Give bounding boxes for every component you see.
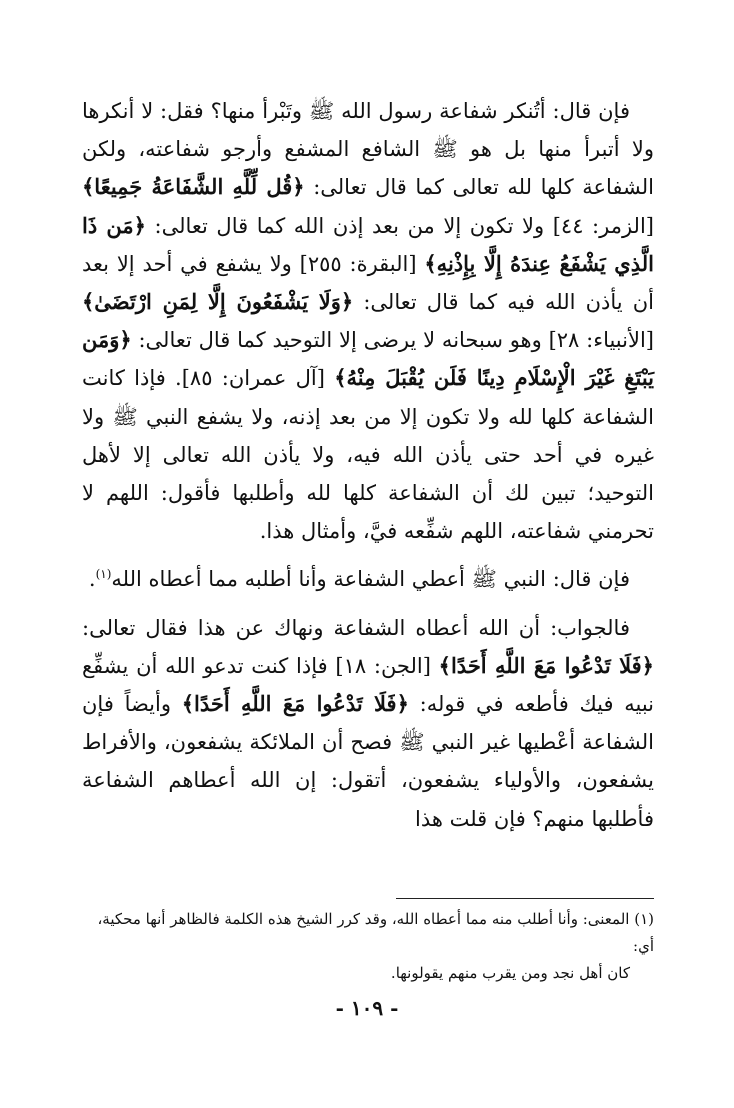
text-run: [الزمر: ٤٤] ولا تكون إلا من بعد إذن الله كما قال تعالى:: [145, 213, 654, 238]
text-run: فالجواب: أن الله أعطاه الشفاعة ونهاك عن هذا فقال تعالى:: [82, 615, 630, 640]
footnote-line-1: (١) المعنى: وأنا أطلب منه مما أعطاه الله، وقد كرر الشيخ هذه الكلمة فالظاهر أنها محكية، أي:: [97, 910, 654, 955]
text-run: فإن قال: النبي ﷺ أعطي الشفاعة وأنا أطلبه مما أعطاه الله: [111, 567, 630, 592]
paragraph-3: [82, 609, 654, 838]
quran-verse: ﴿وَلَا يَشْفَعُونَ إِلَّا لِمَنِ ارْتَضَىٰ﴾: [82, 289, 354, 315]
text-run: فإن قال: أتُنكر شفاعة رسول الله ﷺ وتَبْرأ منها؟ فقل: لا أنكرها ولا أتبرأ منها بل هو ﷺ الشافع المشفع وأرجو شفاعته، ولكن الشفاعة كلها لله تعالى كما قال تعالى:: [82, 99, 654, 200]
quran-verse: ﴿قُل لِّلَّهِ الشَّفَاعَةُ جَمِيعًا﴾: [82, 174, 305, 200]
footnote-line-2: كان أهل نجد ومن يقرب منهم يقولونها.: [390, 964, 630, 982]
main-text: [82, 92, 654, 838]
quran-verse: ﴿فَلَا تَدْعُوا مَعَ اللَّهِ أَحَدًا﴾: [438, 652, 654, 678]
text-run: .: [88, 567, 96, 592]
quran-verse: ﴿مَن ذَا الَّذِي يَشْفَعُ عِندَهُ إِلَّا بِإِذْنِهِ﴾: [82, 212, 654, 276]
footnotes: [82, 906, 654, 987]
paragraph-1: [82, 92, 654, 550]
paragraph-2: [82, 560, 654, 598]
footnote-marker: (١): [95, 567, 112, 582]
quran-verse: ﴿فَلَا تَدْعُوا مَعَ اللَّهِ أَحَدًا﴾: [181, 691, 409, 717]
text-run: [الأنبياء: ٢٨] وهو سبحانه لا يرضى إلا التوحيد كما قال تعالى:: [131, 328, 654, 353]
page-number: - ١٠٩ -: [335, 996, 399, 1020]
footnote-separator: [396, 898, 654, 899]
text-run: وأيضاً فإن الشفاعة أعْطيها غير النبي ﷺ فصح أن الملائكة يشفعون، والأفراط يشفعون، والأولياء يشفعون، أتقول: إن الله أعطاهم الشفاعة فأطلبها منهم؟ فإن قلت هذا: [82, 692, 654, 831]
text-run: [الجن: ١٨] فإذا كنت تدعو الله أن يشفِّع نبيه فيك فأطعه في قوله:: [82, 653, 655, 717]
text-run: [آل عمران: ٨٥]. فإذا كانت الشفاعة كلها لله ولا تكون إلا من بعد إذنه، ولا يشفع النبي ﷺ ولا غيره في أحد حتى يأذن الله فيه، ولا يأذن الله تعالى إلا لأهل التوحيد؛ تبين لك أن الشفاعة كلها لله وأطلبها فأقول: اللهم لا تحرمني شفاعته، اللهم شفِّعه فيَّ، وأمثال هذا.: [82, 366, 654, 544]
quran-verse: ﴿وَمَن يَبْتَغِ غَيْرَ الْإِسْلَامِ دِينًا فَلَن يُقْبَلَ مِنْهُ﴾: [82, 327, 655, 391]
text-run: [البقرة: ٢٥٥] ولا يشفع في أحد إلا بعد أن يأذن الله فيه كما قال تعالى:: [82, 251, 654, 315]
